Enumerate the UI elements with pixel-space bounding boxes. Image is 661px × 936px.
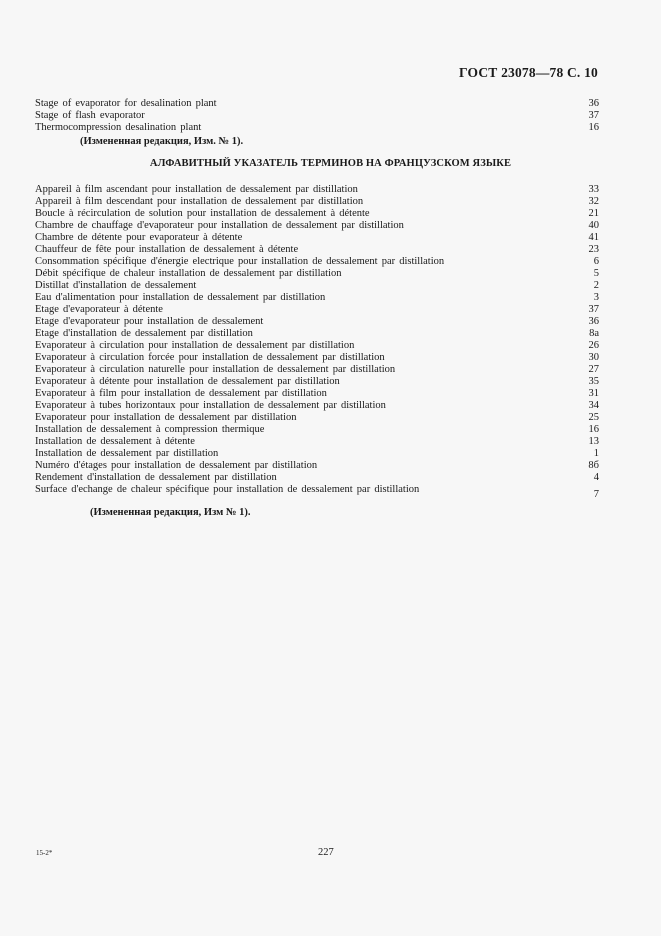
index-page: 32 xyxy=(588,196,599,207)
section-title: АЛФАВИТНЫЙ УКАЗАТЕЛЬ ТЕРМИНОВ НА ФРАНЦУЗСКОМ ЯЗЫКЕ xyxy=(149,158,512,169)
index-entry xyxy=(35,268,599,280)
index-page: 40 xyxy=(588,220,599,231)
index-term: Eau d'alimentation pour installation de dessalement par distillation xyxy=(35,292,326,303)
index-entry xyxy=(35,388,599,400)
index-term: Evaporateur à détente pour installation de dessalement par distillation xyxy=(35,376,340,387)
index-term: Etage d'evaporateur à détente xyxy=(35,304,163,315)
index-term: Evaporateur à circulation forcée pour installation de dessalement par distillation xyxy=(35,352,385,363)
index-page: 30 xyxy=(588,352,599,363)
index-page: 26 xyxy=(588,340,599,351)
index-term: Etage d'installation de dessalement par distillation xyxy=(35,328,253,339)
index-page: 2 xyxy=(593,280,599,291)
index-entry xyxy=(35,304,599,316)
index-term: Evaporateur à circulation pour installation de dessalement par distillation xyxy=(35,340,355,351)
page-header: ГОСТ 23078—78 С. 10 xyxy=(459,65,598,80)
index-term: Installation de dessalement à détente xyxy=(35,436,195,447)
index-term: Evaporateur à film pour installation de dessalement par distillation xyxy=(35,388,327,399)
index-page: 33 xyxy=(588,184,599,195)
index-entry xyxy=(35,110,599,122)
index-page: 23 xyxy=(588,244,599,255)
index-term: Installation de dessalement à compression thermique xyxy=(35,424,265,435)
index-page: 36 xyxy=(588,316,599,327)
index-page: 16 xyxy=(588,122,599,133)
index-page: 5 xyxy=(593,268,599,279)
index-term: Thermocompression desalination plant xyxy=(35,122,202,133)
index-entry xyxy=(35,364,599,376)
index-term: Stage of evaporator for desalination plant xyxy=(35,98,217,109)
index-entry xyxy=(35,316,599,328)
page-number: 227 xyxy=(318,847,334,858)
index-term: Evaporateur à tubes horizontaux pour installation de dessalement par distillation xyxy=(35,400,386,411)
index-page: 8a xyxy=(589,328,599,339)
index-term: Chambre de détente pour evaporateur à détente xyxy=(35,232,243,243)
index-entry xyxy=(35,484,599,500)
index-page: 4 xyxy=(593,472,599,483)
index-entry xyxy=(35,340,599,352)
index-page: 37 xyxy=(588,110,599,121)
index-entry xyxy=(35,220,599,232)
index-term: Installation de dessalement par distillation xyxy=(35,448,219,459)
index-entry xyxy=(35,400,599,412)
french-index xyxy=(35,184,599,500)
index-term: Débit spécifique de chaleur installation de dessalement par distillation xyxy=(35,268,342,279)
index-page: 37 xyxy=(588,304,599,315)
index-page: 1 xyxy=(593,448,599,459)
index-page: 6 xyxy=(593,256,599,267)
index-page: 31 xyxy=(588,388,599,399)
english-index-tail xyxy=(35,98,599,134)
index-entry xyxy=(35,98,599,110)
index-page: 36 xyxy=(588,98,599,109)
index-page: 7 xyxy=(593,489,599,500)
index-term: Etage d'evaporateur pour installation de dessalement xyxy=(35,316,264,327)
index-term: Evaporateur pour installation de dessalement par distillation xyxy=(35,412,297,423)
index-term: Stage of flash evaporator xyxy=(35,110,145,121)
index-term: Distillat d'installation de dessalement xyxy=(35,280,197,291)
index-page: 8б xyxy=(588,460,599,471)
index-entry xyxy=(35,412,599,424)
index-entry xyxy=(35,244,599,256)
index-entry xyxy=(35,460,599,472)
index-entry xyxy=(35,256,599,268)
index-term: Evaporateur à circulation naturelle pour installation de dessalement par distillation xyxy=(35,364,396,375)
index-page: 13 xyxy=(588,436,599,447)
index-page: 35 xyxy=(588,376,599,387)
index-page: 34 xyxy=(588,400,599,411)
index-entry xyxy=(35,352,599,364)
index-page: 3 xyxy=(593,292,599,303)
index-page: 27 xyxy=(588,364,599,375)
index-page: 21 xyxy=(588,208,599,219)
index-entry xyxy=(35,208,599,220)
index-term: Chauffeur de fête pour installation de dessalement à détente xyxy=(35,244,299,255)
index-term: Appareil à film descendant pour installation de dessalement par distillation xyxy=(35,196,364,207)
index-page: 25 xyxy=(588,412,599,423)
index-term: Chambre de chauffage d'evaporateur pour installation de dessalement par distillation xyxy=(35,220,404,231)
revision-note: (Измененная редакция, Изм № 1). xyxy=(90,507,251,518)
index-entry xyxy=(35,376,599,388)
index-term: Rendement d'installation de dessalement par distillation xyxy=(35,472,277,483)
index-page: 16 xyxy=(588,424,599,435)
index-term: Numéro d'étages pour installation de dessalement par distillation xyxy=(35,460,318,471)
index-entry xyxy=(35,196,599,208)
index-entry xyxy=(35,184,599,196)
index-entry xyxy=(35,436,599,448)
index-entry xyxy=(35,448,599,460)
index-entry xyxy=(35,328,599,340)
sheet-mark: 15-2* xyxy=(36,849,53,857)
index-term: Surface d'echange de chaleur spécifique pour installation de dessalement par distillation xyxy=(35,484,420,495)
index-entry xyxy=(35,280,599,292)
index-entry xyxy=(35,292,599,304)
index-entry xyxy=(35,122,599,134)
revision-note: (Измененная редакция, Изм. № 1). xyxy=(80,136,244,147)
index-entry xyxy=(35,472,599,484)
index-term: Boucle à récirculation de solution pour installation de dessalement à détente xyxy=(35,208,370,219)
index-term: Consommation spécifique d'énergie electrique pour installation de dessalement par distillation xyxy=(35,256,445,267)
index-term: Appareil à film ascendant pour installation de dessalement par distillation xyxy=(35,184,358,195)
index-entry xyxy=(35,232,599,244)
index-entry xyxy=(35,424,599,436)
index-page: 41 xyxy=(588,232,599,243)
